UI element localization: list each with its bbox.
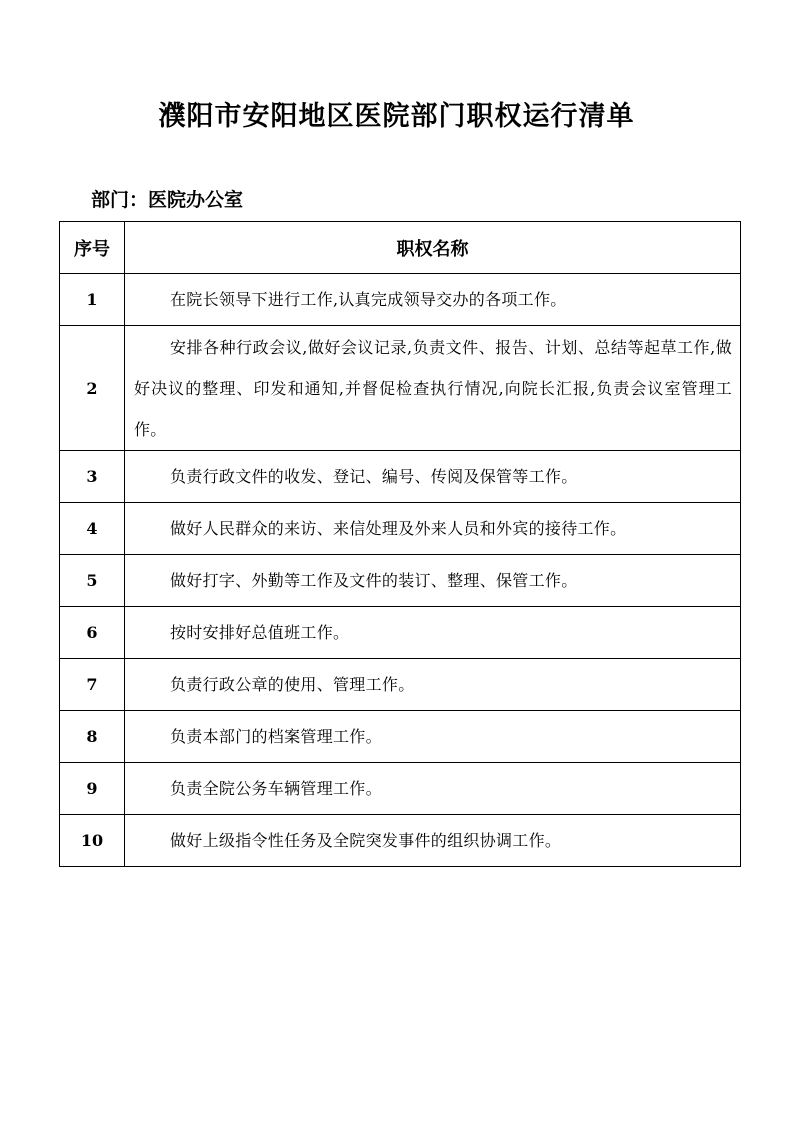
row-number: 4 <box>60 503 125 555</box>
duty-text: 做好打字、外勤等工作及文件的装订、整理、保管工作。 <box>170 571 578 590</box>
duty-cell <box>125 274 741 326</box>
table-row <box>60 451 741 503</box>
duty-cell <box>125 326 741 451</box>
department-label: 部门：医院办公室 <box>91 189 244 211</box>
row-number: 5 <box>60 555 125 607</box>
header-number: 序号 <box>60 222 125 274</box>
table-row <box>60 326 741 451</box>
row-number: 9 <box>60 763 125 815</box>
row-number: 7 <box>60 659 125 711</box>
duty-text: 安排各种行政会议,做好会议记录,负责文件、报告、计划、总结等起草工作,做好决议的整理、印发和通知,并督促检查执行情况,向院长汇报,负责会议室管理工作。 <box>134 337 732 439</box>
duty-cell <box>125 763 741 815</box>
table-row <box>60 503 741 555</box>
row-number: 6 <box>60 607 125 659</box>
duty-cell <box>125 607 741 659</box>
table-row <box>60 711 741 763</box>
duty-table <box>59 221 741 867</box>
row-number: 3 <box>60 451 125 503</box>
duty-text: 负责本部门的档案管理工作。 <box>170 727 382 746</box>
table-row <box>60 274 741 326</box>
page-title: 濮阳市安阳地区医院部门职权运行清单 <box>158 101 635 132</box>
duty-text: 负责行政文件的收发、登记、编号、传阅及保管等工作。 <box>170 467 578 486</box>
row-number: 10 <box>60 815 125 867</box>
table-row <box>60 815 741 867</box>
row-number: 1 <box>60 274 125 326</box>
duty-text: 负责行政公章的使用、管理工作。 <box>170 675 415 694</box>
duty-text: 在院长领导下进行工作,认真完成领导交办的各项工作。 <box>170 290 567 309</box>
table-header-row <box>60 222 741 274</box>
duty-text: 负责全院公务车辆管理工作。 <box>170 779 382 798</box>
duty-text: 做好人民群众的来访、来信处理及外来人员和外宾的接待工作。 <box>170 519 627 538</box>
row-number: 8 <box>60 711 125 763</box>
row-number: 2 <box>60 326 125 451</box>
table-row <box>60 763 741 815</box>
duty-cell <box>125 711 741 763</box>
duty-cell <box>125 659 741 711</box>
header-duty-name: 职权名称 <box>125 222 741 274</box>
table-row <box>60 555 741 607</box>
duty-cell <box>125 451 741 503</box>
duty-cell <box>125 815 741 867</box>
duty-text: 按时安排好总值班工作。 <box>170 623 350 642</box>
table-row <box>60 659 741 711</box>
table-row <box>60 607 741 659</box>
duty-cell <box>125 555 741 607</box>
duty-text: 做好上级指令性任务及全院突发事件的组织协调工作。 <box>170 831 562 850</box>
duty-cell <box>125 503 741 555</box>
